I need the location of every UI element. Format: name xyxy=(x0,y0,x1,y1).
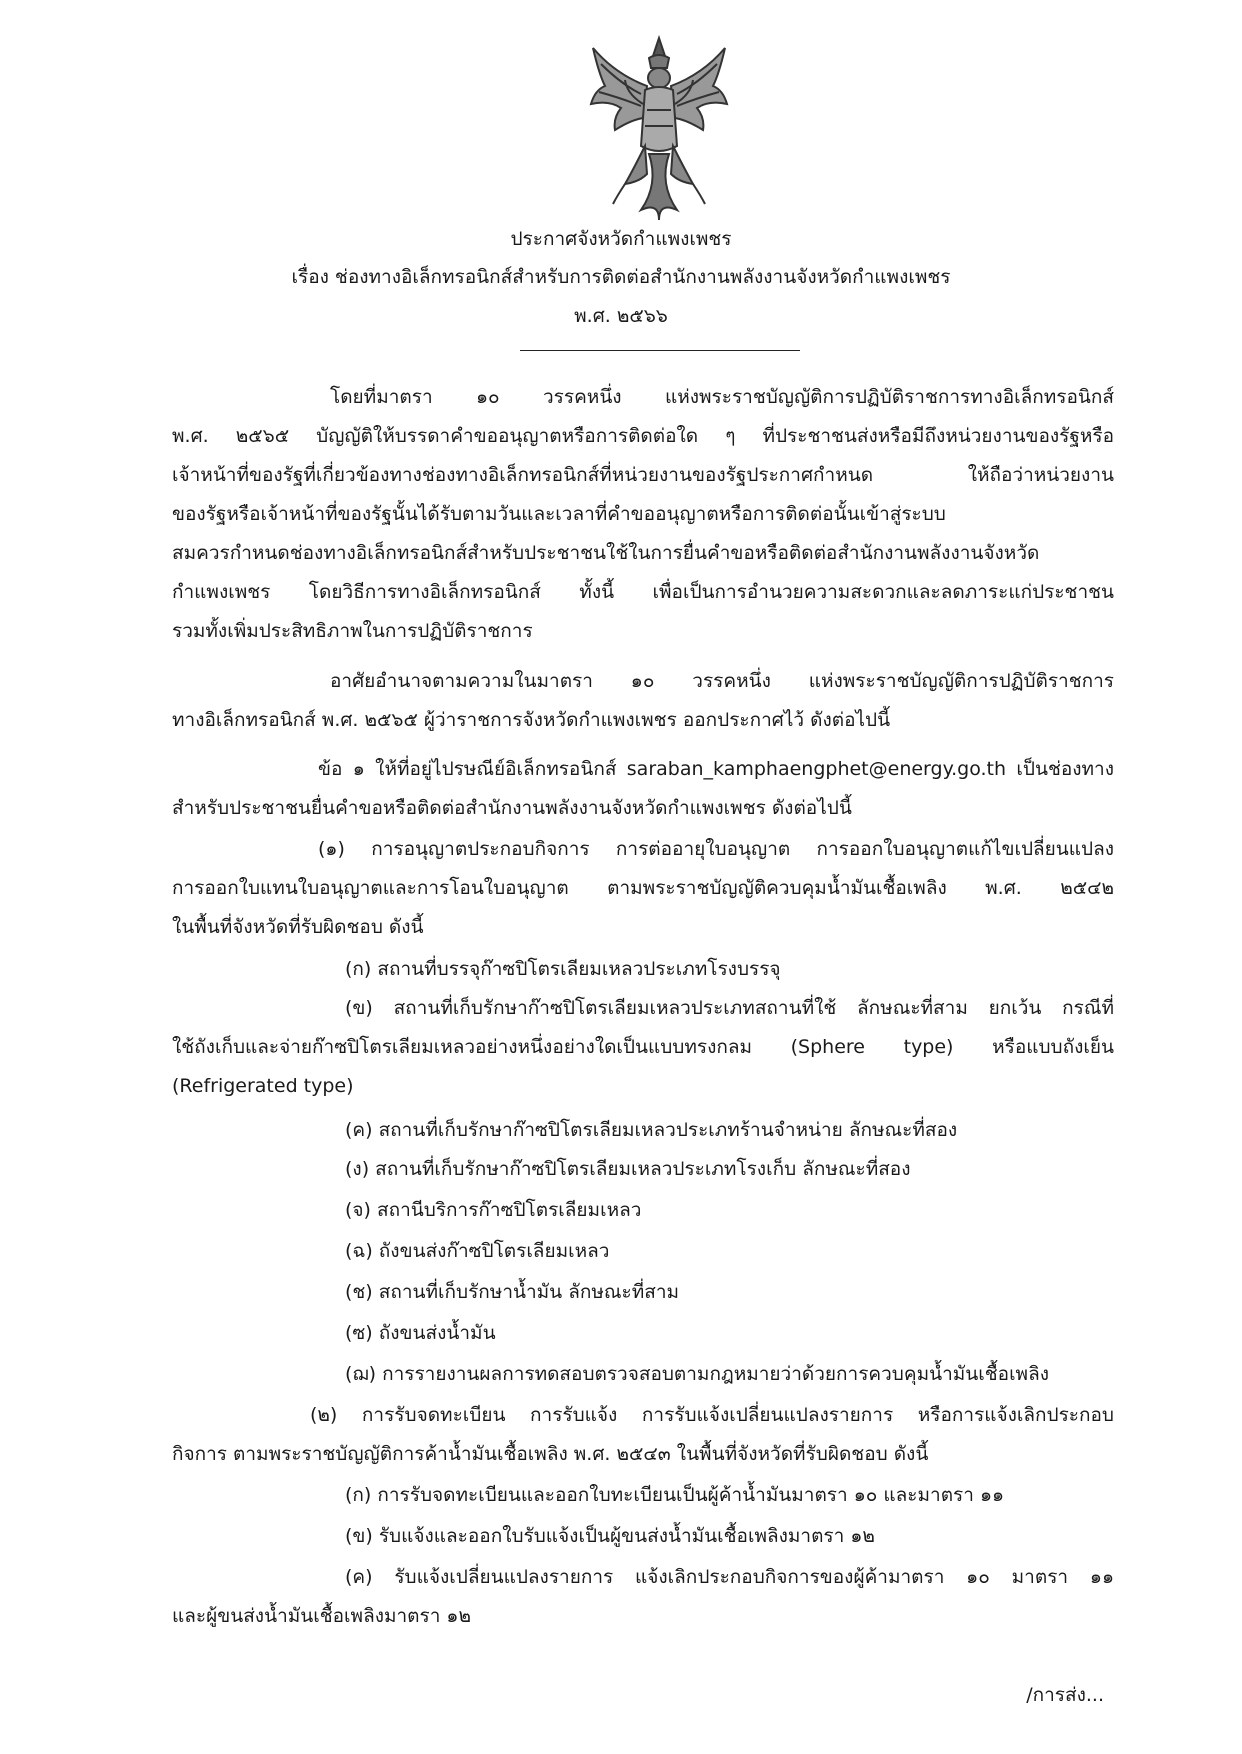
item-1-sub-b-line-2: ใช้ถังเก็บและจ่ายก๊าซปิโตรเลียมเหลวอย่างหนึ่งอย่างใดเป็นแบบทรงกลม (Sphere type) หรือแบบถังเย็น xyxy=(172,1036,1114,1058)
item-1-sub-f: (ฉ) ถังขนส่งก๊าซปิโตรเลียมเหลว xyxy=(345,1240,610,1262)
item-2-sub-a: (ก) การรับจดทะเบียนและออกใบทะเบียนเป็นผู้ค้าน้ำมันมาตรา ๑๐ และมาตรา ๑๑ xyxy=(345,1484,1005,1506)
item-1-line-3: ในพื้นที่จังหวัดที่รับผิดชอบ ดังนี้ xyxy=(172,916,424,938)
announcement-year: พ.ศ. ๒๕๖๖ xyxy=(574,305,668,327)
paragraph-2-line-2: ทางอิเล็กทรอนิกส์ พ.ศ. ๒๕๖๕ ผู้ว่าราชการจังหวัดกำแพงเพชร ออกประกาศไว้ ดังต่อไปนี้ xyxy=(172,709,891,731)
clause-1-line-1: ข้อ ๑ ให้ที่อยู่ไปรษณีย์อิเล็กทรอนิกส์ saraban_kamphaengphet@energy.go.th เป็นช่องทาง xyxy=(318,758,1114,780)
item-1-line-2: การออกใบแทนใบอนุญาตและการโอนใบอนุญาต ตามพระราชบัญญัติควบคุมน้ำมันเชื้อเพลิง พ.ศ. ๒๕๔๒ xyxy=(172,877,1114,899)
item-1-sub-d: (ง) สถานที่เก็บรักษาก๊าซปิโตรเลียมเหลวประเภทโรงเก็บ ลักษณะที่สอง xyxy=(345,1158,911,1180)
item-1-sub-a: (ก) สถานที่บรรจุก๊าซปิโตรเลียมเหลวประเภทโรงบรรจุ xyxy=(345,958,781,980)
clause-1-line-2: สำหรับประชาชนยื่นคำขอหรือติดต่อสำนักงานพลังงานจังหวัดกำแพงเพชร ดังต่อไปนี้ xyxy=(172,797,852,819)
item-1-sub-g: (ช) สถานที่เก็บรักษาน้ำมัน ลักษณะที่สาม xyxy=(345,1281,680,1303)
item-1-sub-b-line-3: (Refrigerated type) xyxy=(172,1075,354,1097)
continuation-marker: /การส่ง... xyxy=(1026,1684,1104,1706)
paragraph-1-line-2: พ.ศ. ๒๕๖๕ บัญญัติให้บรรดาคำขออนุญาตหรือการติดต่อใด ๆ ที่ประชาชนส่งหรือมีถึงหน่วยงานของรัฐหรือ xyxy=(172,425,1114,447)
item-1-sub-e: (จ) สถานีบริการก๊าซปิโตรเลียมเหลว xyxy=(345,1199,642,1221)
paragraph-1-line-7: รวมทั้งเพิ่มประสิทธิภาพในการปฏิบัติราชการ xyxy=(172,620,533,642)
announcement-title: ประกาศจังหวัดกำแพงเพชร xyxy=(510,228,732,250)
item-2-line-1: (๒) การรับจดทะเบียน การรับแจ้ง การรับแจ้งเปลี่ยนแปลงรายการ หรือการแจ้งเลิกประกอบ xyxy=(310,1404,1114,1426)
item-1-sub-i: (ฌ) การรายงานผลการทดสอบตรวจสอบตามกฎหมายว่าด้วยการควบคุมน้ำมันเชื้อเพลิง xyxy=(345,1363,1050,1385)
paragraph-1-line-5: สมควรกำหนดช่องทางอิเล็กทรอนิกส์สำหรับประชาชนใช้ในการยื่นคำขอหรือติดต่อสำนักงานพลังงานจังหวัด xyxy=(172,542,1040,564)
item-2-line-2: กิจการ ตามพระราชบัญญัติการค้าน้ำมันเชื้อเพลิง พ.ศ. ๒๕๔๓ ในพื้นที่จังหวัดที่รับผิดชอบ ดังนี้ xyxy=(172,1443,929,1465)
item-1-sub-h: (ซ) ถังขนส่งน้ำมัน xyxy=(345,1322,496,1344)
item-1-sub-c: (ค) สถานที่เก็บรักษาก๊าซปิโตรเลียมเหลวประเภทร้านจำหน่าย ลักษณะที่สอง xyxy=(345,1119,958,1141)
item-1-line-1: (๑) การอนุญาตประกอบกิจการ การต่ออายุใบอนุญาต การออกใบอนุญาตแก้ไขเปลี่ยนแปลง xyxy=(318,838,1114,860)
announcement-subject: เรื่อง ช่องทางอิเล็กทรอนิกส์สำหรับการติดต่อสำนักงานพลังงานจังหวัดกำแพงเพชร xyxy=(291,266,951,288)
paragraph-1-line-4: ของรัฐหรือเจ้าหน้าที่ของรัฐนั้นได้รับตามวันและเวลาที่คำขออนุญาตหรือการติดต่อนั้นเข้าสู่ระบบ xyxy=(172,503,946,525)
paragraph-1-line-3: เจ้าหน้าที่ของรัฐที่เกี่ยวข้องทางช่องทางอิเล็กทรอนิกส์ที่หน่วยงานของรัฐประกาศกำหนด ให้ถือว่าหน่วยงาน xyxy=(172,464,1114,486)
item-2-sub-c-line-2: และผู้ขนส่งน้ำมันเชื้อเพลิงมาตรา ๑๒ xyxy=(172,1605,472,1627)
title-divider xyxy=(520,350,800,351)
item-2-sub-c-line-1: (ค) รับแจ้งเปลี่ยนแปลงรายการ แจ้งเลิกประกอบกิจการของผู้ค้ามาตรา ๑๐ มาตรา ๑๑ xyxy=(345,1566,1114,1588)
paragraph-1-line-1: โดยที่มาตรา ๑๐ วรรคหนึ่ง แห่งพระราชบัญญัติการปฏิบัติราชการทางอิเล็กทรอนิกส์ xyxy=(330,386,1114,408)
item-2-sub-b: (ข) รับแจ้งและออกใบรับแจ้งเป็นผู้ขนส่งน้ำมันเชื้อเพลิงมาตรา ๑๒ xyxy=(345,1525,875,1547)
garuda-emblem-icon xyxy=(585,34,733,224)
paragraph-1-line-6: กำแพงเพชร โดยวิธีการทางอิเล็กทรอนิกส์ ทั้งนี้ เพื่อเป็นการอำนวยความสะดวกและลดภาระแก่ประชาชน xyxy=(172,581,1114,603)
paragraph-2-line-1: อาศัยอำนาจตามความในมาตรา ๑๐ วรรคหนึ่ง แห่งพระราชบัญญัติการปฏิบัติราชการ xyxy=(330,670,1114,692)
item-1-sub-b-line-1: (ข) สถานที่เก็บรักษาก๊าซปิโตรเลียมเหลวประเภทสถานที่ใช้ ลักษณะที่สาม ยกเว้น กรณีที่ xyxy=(345,997,1114,1019)
